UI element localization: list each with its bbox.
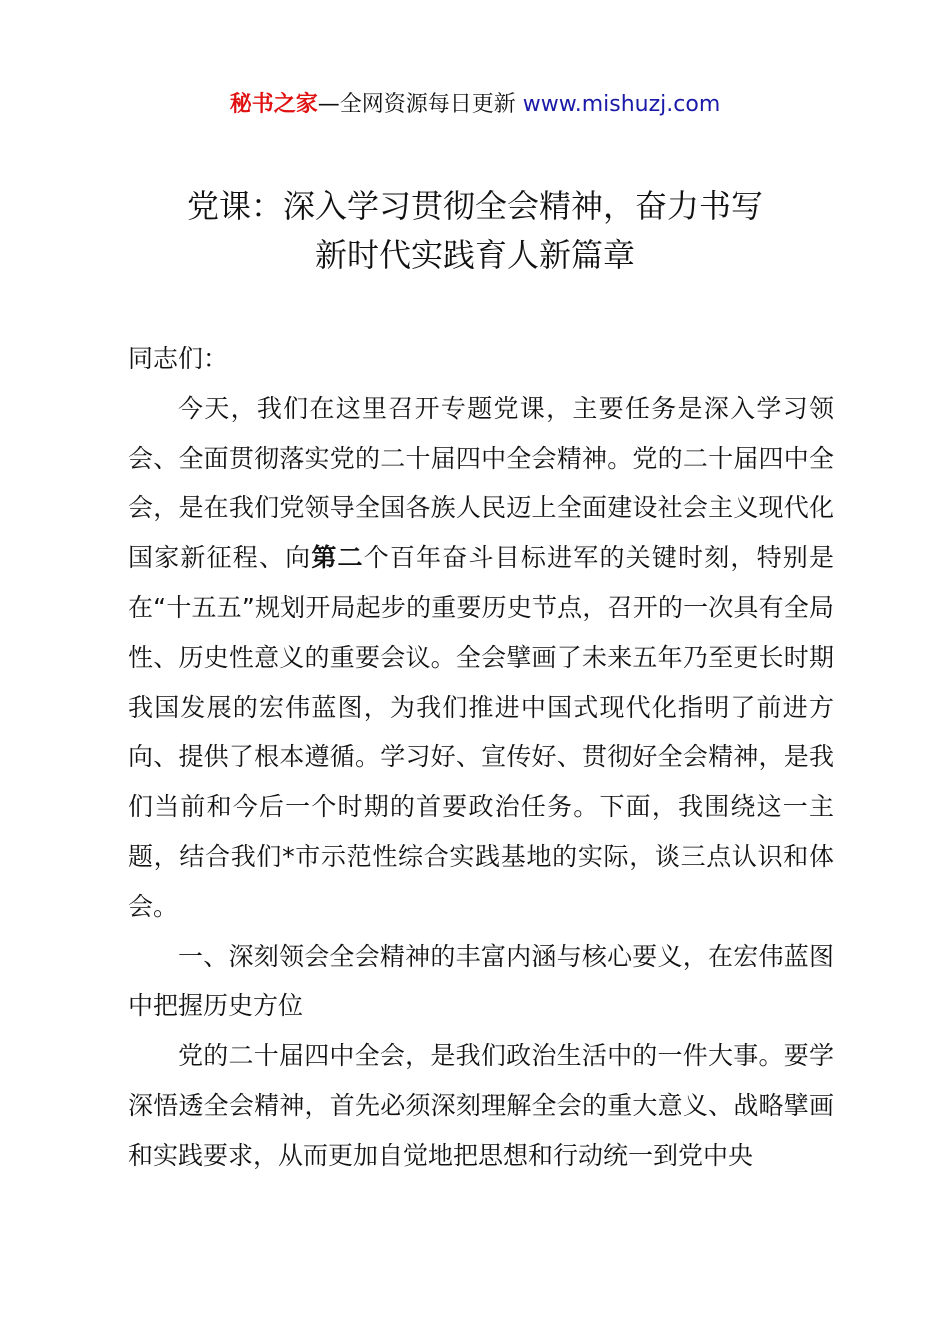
site-brand: 秘书之家: [229, 92, 318, 117]
section-heading-1: 一、深刻领会全会精神的丰富内涵与核心要义，在宏伟蓝图中把握历史方位: [128, 941, 834, 1021]
title-line-2: 新时代实践育人新篇章: [314, 236, 635, 274]
paragraph-intro-part-2: 个百年奋斗目标进军的关键时刻，特别是在“十五五”规划开局起步的重要历史节点，召开的一次具有全局性、历史性意义的重要会议。全会擘画了未来五年乃至更长时期我国发展的宏伟蓝图，为我们推进中国式现代化指明了前进方向、提供了根本遵循。学习好、宣传好、贯彻好全会精神，是我们当前和今后一个时期的首要政治任务。下面，我围绕这一主题，结合我们*市示范性综合实践基地的实际，谈三点认识和体会。: [128, 543, 834, 921]
document-body: [128, 334, 834, 1181]
paragraph-intro-part-1: 今天，我们在这里召开专题党课，主要任务是深入学习领会、全面贯彻落实党的二十届四中全会精神。党的二十届四中全会，是在我们党领导全国各族人民迈上全面建设社会主义现代化国家新征程、向: [128, 393, 834, 573]
paragraph-intro: [128, 384, 834, 932]
site-header: [0, 88, 950, 122]
salutation: 同志们：: [128, 344, 229, 373]
document-title: [0, 182, 950, 280]
title-line-1: 党课：深入学习贯彻全会精神，奋力书写: [186, 187, 763, 225]
site-slogan: —全网资源每日更新: [317, 92, 516, 117]
paragraph-intro-bold: 第二: [311, 543, 364, 573]
site-url-link[interactable]: www.mishuzj.com: [522, 92, 721, 117]
paragraph-section-1: 党的二十届四中全会，是我们政治生活中的一件大事。要学深悟透全会精神，首先必须深刻理解全会的重大意义、战略擘画和实践要求，从而更加自觉地把思想和行动统一到党中央: [128, 1041, 834, 1170]
